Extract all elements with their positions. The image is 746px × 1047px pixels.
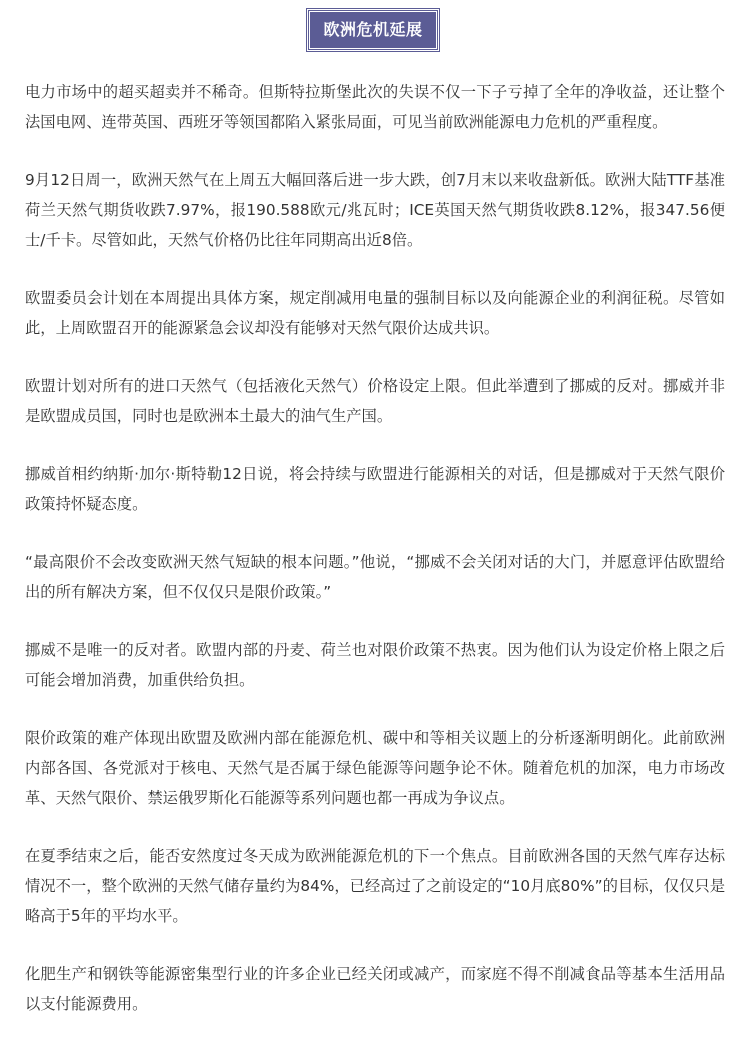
section-title: 欧洲危机延展 (307, 9, 438, 51)
paragraph-7: 挪威不是唯一的反对者。欧盟内部的丹麦、荷兰也对限价政策不热衷。因为他们认为设定价格上限之后可能会增加消费，加重供给负担。 (25, 641, 725, 689)
paragraph-2: 9月12日周一，欧洲天然气在上周五大幅回落后进一步大跌，创7月末以来收盘新低。欧洲大陆TTF基准荷兰天然气期货收跌7.97%，报190.588欧元/兆瓦时；ICE英国天然气期货收跌8.12%，报347.56便士/千卡。尽管如此，天然气价格仍比往年同期高出近8倍。 (25, 171, 725, 249)
paragraph-5: 挪威首相约纳斯·加尔·斯特勒12日说，将会持续与欧盟进行能源相关的对话，但是挪威对于天然气限价政策持怀疑态度。 (25, 465, 725, 513)
paragraph-8: 限价政策的难产体现出欧盟及欧洲内部在能源危机、碳中和等相关议题上的分析逐渐明朗化。此前欧洲内部各国、各党派对于核电、天然气是否属于绿色能源等问题争论不休。随着危机的加深，电力市场改革、天然气限价、禁运俄罗斯化石能源等系列问题也都一再成为争议点。 (25, 729, 725, 807)
paragraph-9: 在夏季结束之后，能否安然度过冬天成为欧洲能源危机的下一个焦点。目前欧洲各国的天然气库存达标情况不一，整个欧洲的天然气储存量约为84%，已经高过了之前设定的“10月底80%”的目标，仅仅只是略高于5年的平均水平。 (25, 847, 725, 925)
paragraph-6: “最高限价不会改变欧洲天然气短缺的根本问题。”他说，“挪威不会关闭对话的大门，并愿意评估欧盟给出的所有解决方案，但不仅仅只是限价政策。” (25, 553, 725, 601)
article-body (25, 77, 725, 1047)
paragraph-1: 电力市场中的超买超卖并不稀奇。但斯特拉斯堡此次的失误不仅一下子亏掉了全年的净收益，还让整个法国电网、连带英国、西班牙等领国都陷入紧张局面，可见当前欧洲能源电力危机的严重程度。 (25, 83, 725, 131)
header (0, 9, 746, 51)
paragraph-3: 欧盟委员会计划在本周提出具体方案，规定削减用电量的强制目标以及向能源企业的利润征税。尽管如此，上周欧盟召开的能源紧急会议却没有能够对天然气限价达成共识。 (25, 289, 725, 337)
paragraph-4: 欧盟计划对所有的进口天然气（包括液化天然气）价格设定上限。但此举遭到了挪威的反对。挪威并非是欧盟成员国，同时也是欧洲本土最大的油气生产国。 (25, 377, 725, 425)
paragraph-10: 化肥生产和钢铁等能源密集型行业的许多企业已经关闭或减产，而家庭不得不削减食品等基本生活用品以支付能源费用。 (25, 965, 725, 1013)
